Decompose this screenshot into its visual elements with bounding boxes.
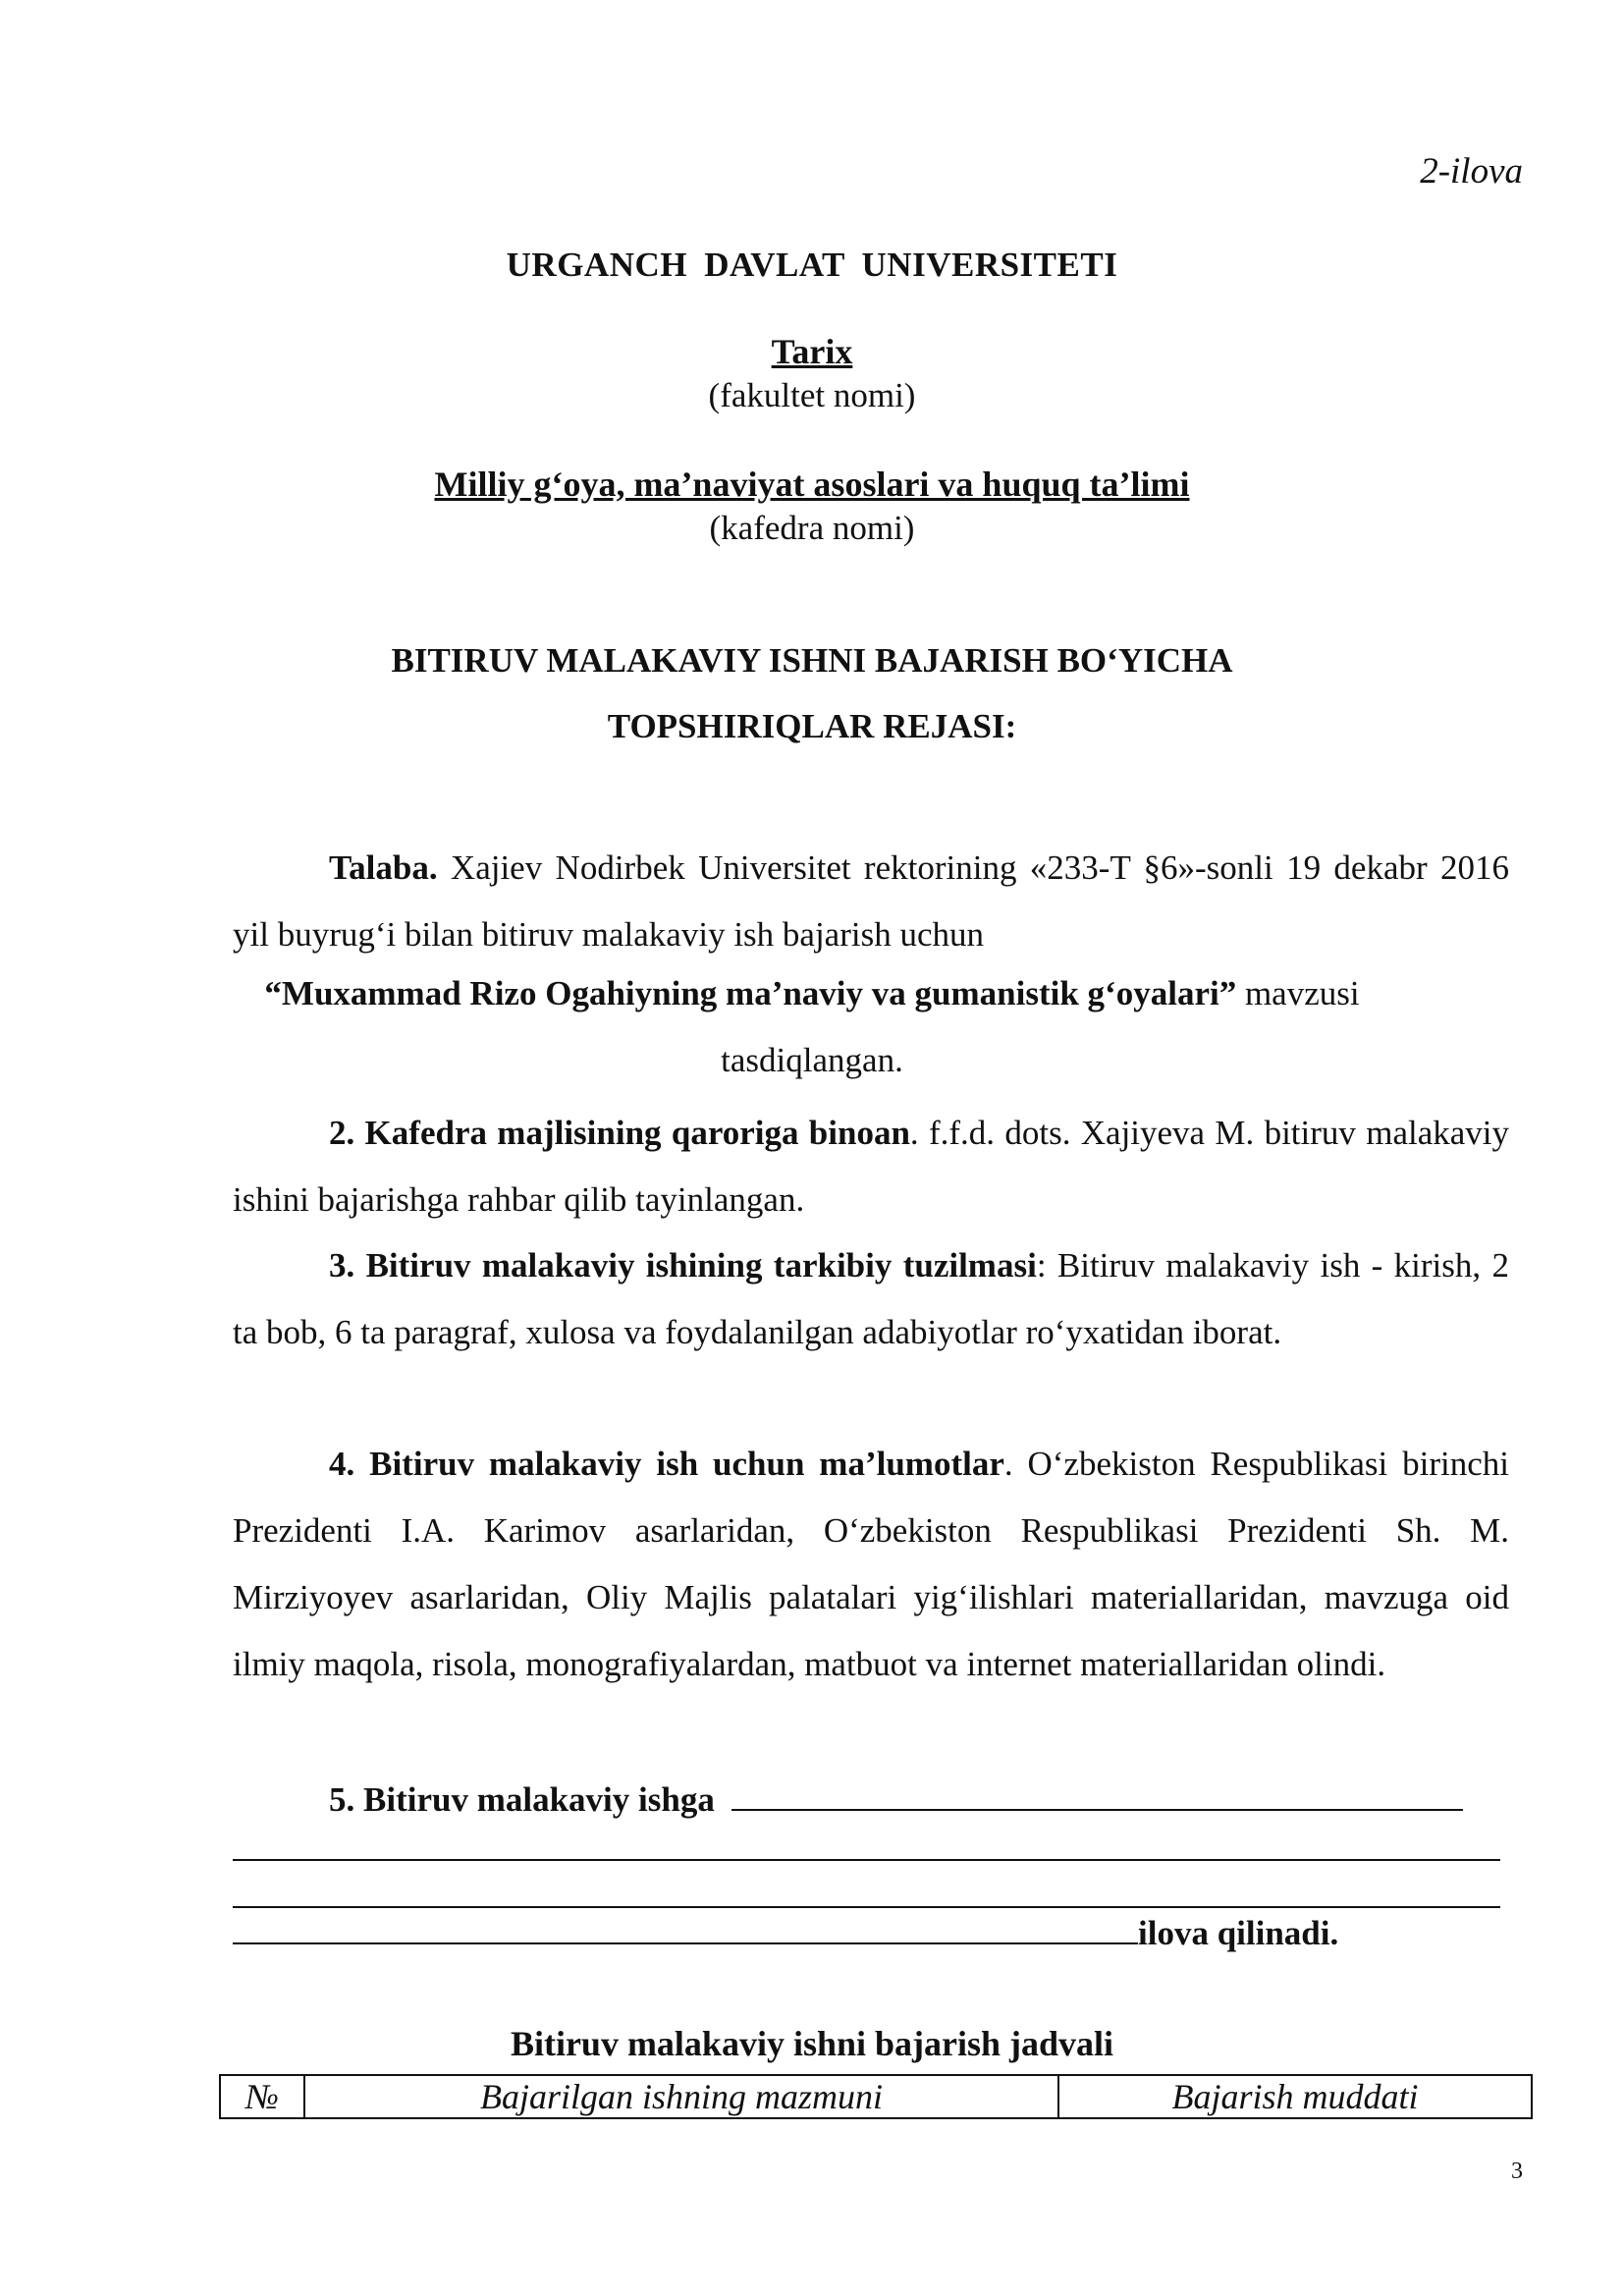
topic-after: mavzusi xyxy=(1236,974,1360,1012)
header-content: Bajarilgan ishning mazmuni xyxy=(304,2075,1058,2118)
attachments-end-line xyxy=(233,1913,1338,1953)
paragraph-sources xyxy=(233,1431,1509,1698)
topic-title: “Muxammad Rizo Ogahiyning ma’naviy va gumanistik g‘oyalari” xyxy=(264,974,1237,1012)
annex-label: 2-ilova xyxy=(1420,151,1523,191)
paragraph-structure xyxy=(233,1232,1509,1366)
attachments-blank-1[interactable] xyxy=(731,1779,1463,1811)
schedule-table xyxy=(219,2074,1533,2119)
supervisor-label: 2. Kafedra majlisining qaroriga binoan xyxy=(329,1114,910,1152)
faculty-caption: (fakultet nomi) xyxy=(708,376,916,414)
university-name: URGANCH DAVLAT UNIVERSITETI xyxy=(506,246,1118,284)
structure-text: : Bitiruv malakaviy ish - kirish, 2 ta bob, 6 ta paragraf, xulosa va foydalanilgan adabiyotlar ro‘yxatidan iborat. xyxy=(233,1246,1509,1351)
attachments-blank-3[interactable] xyxy=(233,1906,1500,1908)
structure-label: 3. Bitiruv malakaviy ishining tarkibiy tuzilmasi xyxy=(329,1246,1037,1285)
header-number: № xyxy=(220,2075,304,2118)
attachments-label: 5. Bitiruv malakaviy ishga xyxy=(329,1780,715,1819)
table-header-row xyxy=(220,2075,1532,2118)
student-text: Xajiev Nodirbek Universitet rektorining «233-T §6»-sonli 19 dekabr 2016 yil buyrug‘i bilan bitiruv malakaviy ish bajarish uchun xyxy=(233,848,1509,954)
attachments-blank-2[interactable] xyxy=(233,1859,1500,1861)
sources-text: . O‘zbekiston Respublikasi birinchi Prezidenti I.A. Karimov asarlaridan, O‘zbekiston Respublikasi Prezidenti Sh. M. Mirziyoyev asarlaridan, Oliy Majlis palatalari yig‘ilishlari materiallaridan, mavzuga oid ilmiy maqola, risola, monografiyalardan, matbuot va internet materiallaridan olindi. xyxy=(233,1445,1510,1683)
document-title-line2: TOPSHIRIQLAR REJASI: xyxy=(607,707,1017,745)
department-caption: (kafedra nomi) xyxy=(709,509,915,547)
paragraph-student xyxy=(233,835,1509,968)
document-title-line1: BITIRUV MALAKAVIY ISHNI BAJARISH BO‘YICHA xyxy=(391,641,1233,680)
department-name: Milliy g‘oya, ma’naviyat asoslari va huquq ta’limi xyxy=(434,465,1190,504)
paragraph-supervisor xyxy=(233,1100,1509,1233)
topic-line xyxy=(0,974,1624,1013)
page-number: 3 xyxy=(1511,2159,1523,2184)
sources-label: 4. Bitiruv malakaviy ish uchun ma’lumotlar xyxy=(329,1445,1004,1483)
topic-approved: tasdiqlangan. xyxy=(721,1041,903,1079)
attachments-blank-4[interactable] xyxy=(233,1913,1138,1944)
attachments-line xyxy=(329,1779,1463,1820)
faculty-name: Tarix xyxy=(771,332,853,371)
student-label: Talaba. xyxy=(329,848,438,887)
schedule-title: Bitiruv malakaviy ishni bajarish jadvali xyxy=(510,2024,1114,2063)
header-deadline: Bajarish muddati xyxy=(1058,2075,1532,2118)
attachments-end: ilova qilinadi. xyxy=(1138,1914,1339,1952)
supervisor-text: . f.f.d. dots. Xajiyeva M. bitiruv malakaviy ishini bajarishga rahbar qilib tayinlangan. xyxy=(233,1114,1509,1219)
